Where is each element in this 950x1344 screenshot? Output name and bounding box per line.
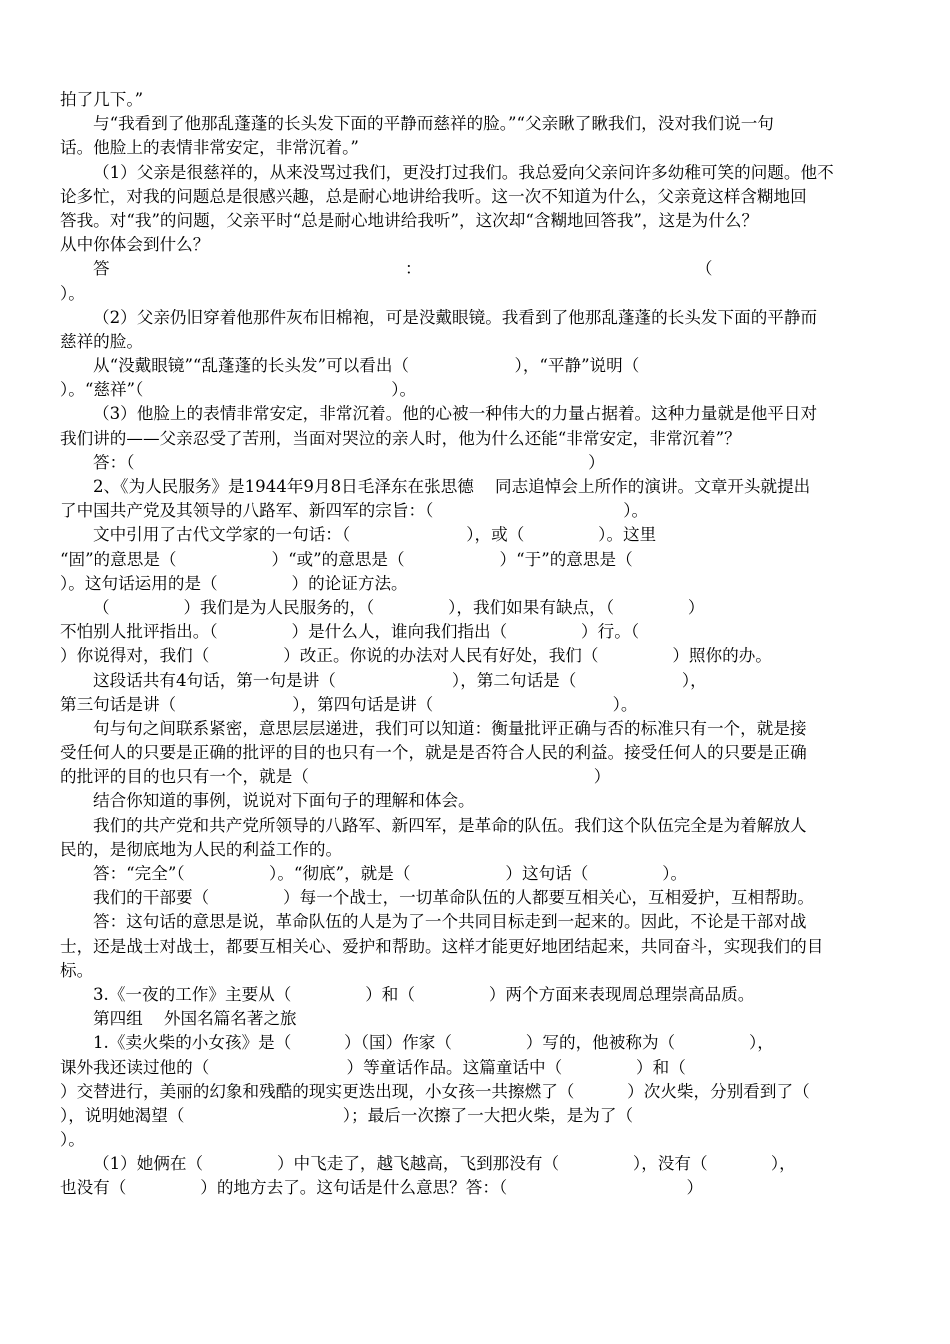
- text-line: 文中引用了古代文学家的一句话：（ ），或（ ）。这里: [93, 525, 657, 545]
- text-line: 这段话共有4句话，第一句是讲（ ），第二句话是（ ），: [93, 670, 707, 690]
- text-line: （1）她俩在（ ）中飞走了，越飞越高，飞到那没有（ ），没有（ ），: [93, 1154, 796, 1174]
- text-line: 我们讲的——父亲忍受了苦刑，当面对哭泣的亲人时，他为什么还能“非常安定，非常沉着”？: [60, 428, 741, 448]
- text-line: 与“我看到了他那乱蓬蓬的长头发下面的平静而慈祥的脸。”“父亲瞅了瞅我们，没对我们说一句: [93, 114, 774, 134]
- text-line: 3.《一夜的工作》主要从（ ）和（ ）两个方面来表现周总理崇高品质。: [93, 984, 755, 1004]
- answer-line: 答：“完全”（ ）。“彻底”，就是（ ）这句话（ ）。: [93, 864, 688, 883]
- text-line: 我们的共产党和共产党所领导的八路军、新四军，是革命的队伍。我们这个队伍完全是为着解放人: [93, 815, 807, 835]
- text-line: 了中国共产党及其领导的八路军、新四军的宗旨：（ ）。: [60, 501, 649, 521]
- answer-line: 答 ： （: [93, 259, 713, 279]
- text-line: 标。: [60, 960, 94, 980]
- text-line: （2）父亲仍旧穿着他那件灰布旧棉袍，可是没戴眼镜。我看到了他那乱蓬蓬的长头发下面的平静而: [93, 307, 818, 327]
- text-line: ）你说得对，我们（ ）改正。你说的办法对人民有好处，我们（ ）照你的办。: [60, 646, 772, 666]
- text-line: “固”的意思是（ ）“或”的意思是（ ）“于”的意思是（: [60, 549, 633, 569]
- text-line: 受任何人的只要是正确的批评的目的也只有一个，就是是否符合人民的利益。接受任何人的只要是正确: [60, 743, 807, 763]
- answer-line: 答：这句话的意思是说，革命队伍的人是为了一个共同目标走到一起来的。因此，不论是干部对战: [93, 912, 807, 932]
- text-line: 1.《卖火柴的小女孩》是（ ）（国）作家（ ）写的，他被称为（ ），: [93, 1033, 774, 1053]
- text-line: 从“没戴眼镜”“乱蓬蓬的长头发”可以看出（ ），“平静”说明（: [93, 356, 640, 376]
- text-line: 我们的干部要（ ）每一个战士，一切革命队伍的人都要互相关心，互相爱护，互相帮助。: [93, 888, 814, 908]
- text-line: 的批评的目的也只有一个，就是（ ）: [60, 767, 611, 787]
- text-line: （1）父亲是很慈祥的，从来没骂过我们，更没打过我们。我总爱向父亲问许多幼稚可笑的问题。他不: [93, 162, 834, 182]
- text-line: 士，还是战士对战士，都要互相关心、爱护和帮助。这样才能更好地团结起来，共同奋斗，实现我们的目: [60, 936, 824, 956]
- text-line: 从中你体会到什么？: [60, 235, 210, 255]
- section-heading: 第四组 外国名篇名著之旅: [93, 1009, 297, 1029]
- text-line: 话。他脸上的表情非常安定，非常沉着。”: [60, 138, 359, 158]
- text-line: （ ）我们是为人民服务的，（ ），我们如果有缺点，（ ）: [93, 597, 705, 617]
- text-line: ），说明她渴望（ ）；最后一次擦了一大把火柴，是为了（: [60, 1105, 634, 1125]
- text-line: 不怕别人批评指出。（ ）是什么人，谁向我们指出（ ）行。（: [60, 622, 640, 642]
- text-line: （3）他脸上的表情非常安定，非常沉着。他的心被一种伟大的力量占据着。这种力量就是他平日对: [93, 404, 818, 424]
- text-line: 第三句话是讲（ ），第四句话是讲（ ）。: [60, 694, 638, 714]
- text-line: 慈祥的脸。: [60, 331, 143, 351]
- text-line: 结合你知道的事例，说说对下面句子的理解和体会。: [93, 791, 475, 811]
- text-line: ）。这句话运用的是（ ）的论证方法。: [60, 573, 408, 593]
- text-line: ）交替进行，美丽的幻象和残酷的现实更迭出现，小女孩一共擦燃了（ ）次火柴，分别看到了（: [60, 1081, 810, 1101]
- text-line: 也没有（ ）的地方去了。这句话是什么意思？答：（ ）: [60, 1178, 704, 1198]
- text-line: 2、《为人民服务》是1944年9月8日毛泽东在张思德 同志追悼会上所作的演讲。文章开头就提出: [93, 477, 811, 496]
- text-line: 句与句之间联系紧密，意思层层递进，我们可以知道：衡量批评正确与否的标准只有一个，就是接: [93, 718, 807, 738]
- text-line: ）。: [60, 1130, 85, 1150]
- text-line: ）。“慈祥”（ ）。: [60, 380, 417, 400]
- text-line: 拍了几下。”: [60, 90, 144, 109]
- text-line: 论多忙，对我的问题总是很感兴趣，总是耐心地讲给我听。这一次不知道为什么，父亲竟这样含糊地回: [60, 186, 807, 206]
- text-line: 答我。对“我”的问题，父亲平时“总是耐心地讲给我听”，这次却“含糊地回答我”，这是为什么？: [60, 210, 759, 230]
- text-line: 民的，是彻底地为人民的利益工作的。: [60, 839, 343, 859]
- text-line: 课外我还读过他的（ ）等童话作品。这篇童话中（ ）和（: [60, 1057, 686, 1077]
- text-line: ）。: [60, 283, 85, 303]
- answer-line: 答：（ ）: [93, 452, 605, 472]
